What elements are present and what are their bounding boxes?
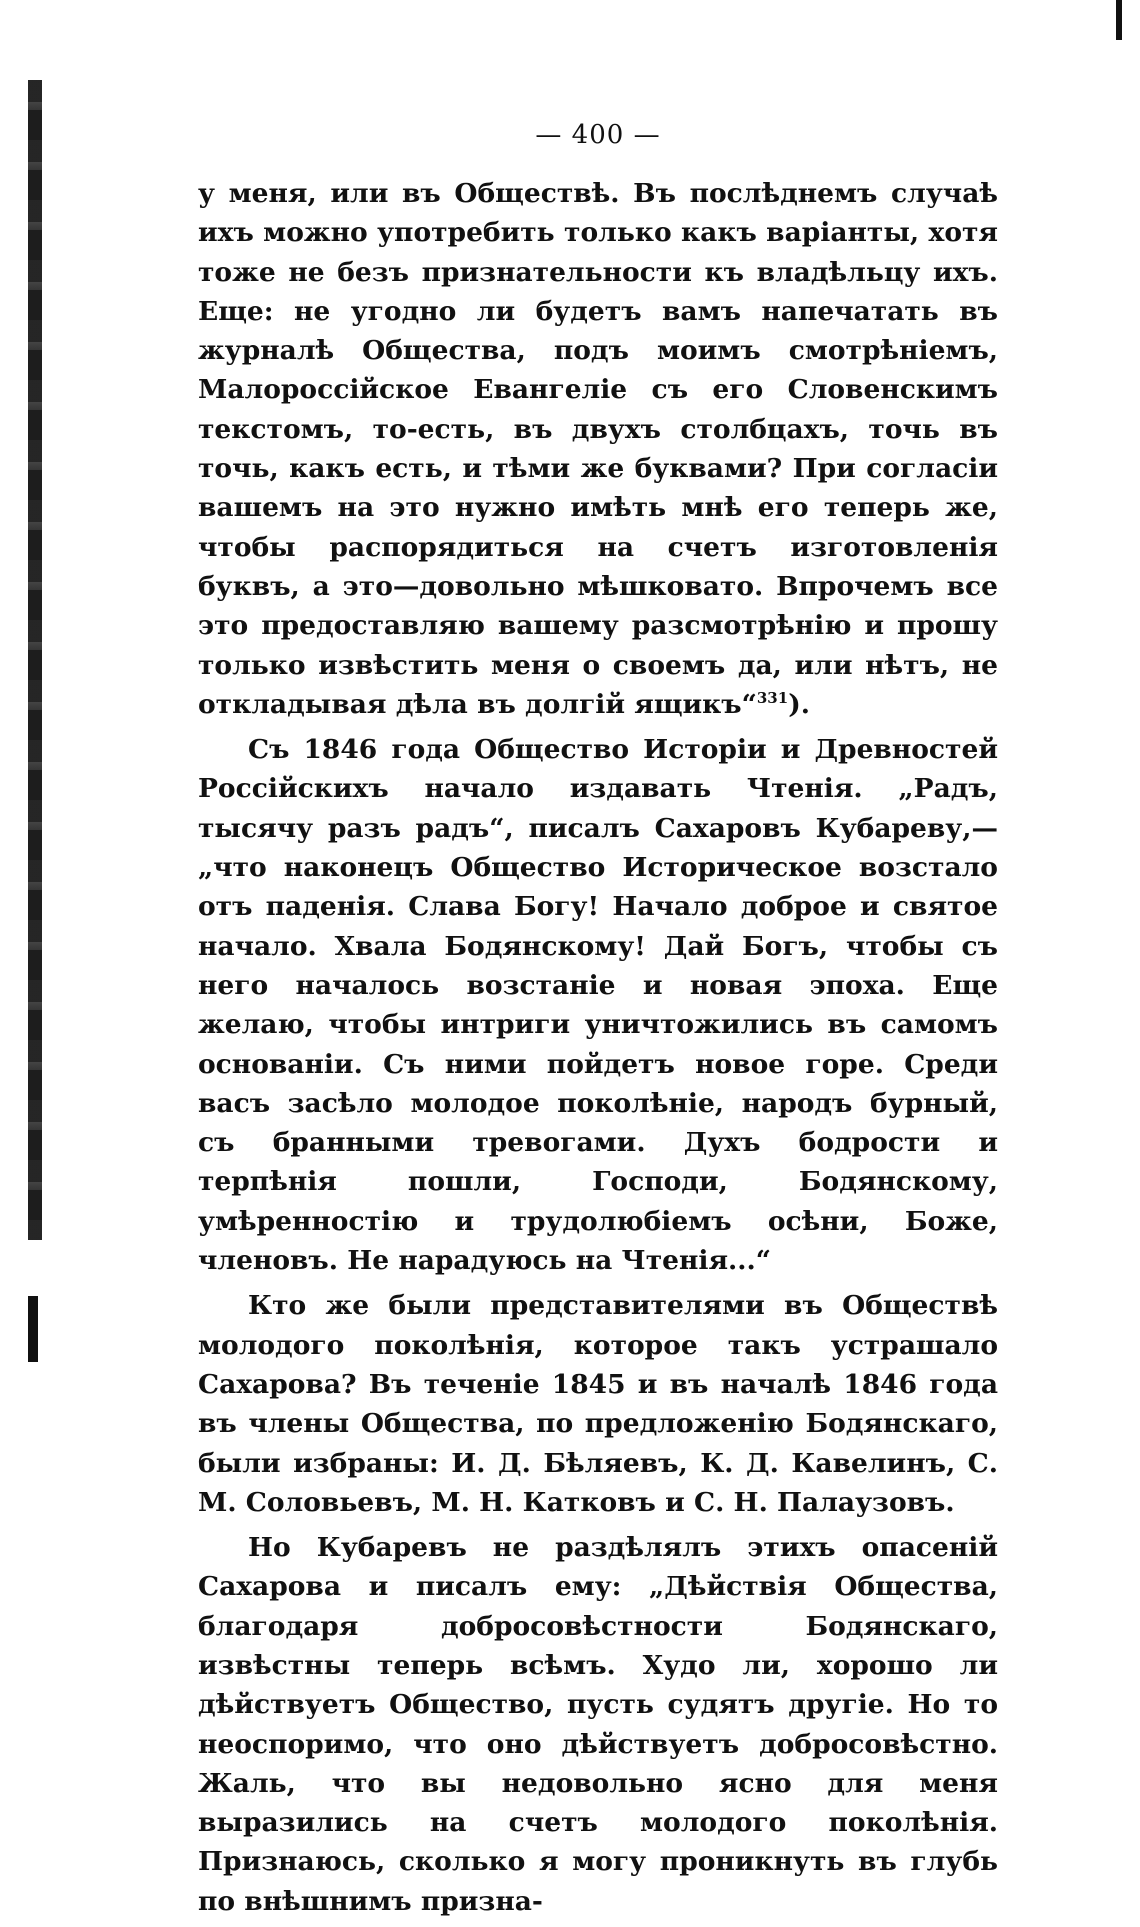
book-page bbox=[198, 120, 998, 1927]
paragraph-1-text: у меня, или въ Обществѣ. Въ послѣднемъ случаѣ ихъ можно употребить только какъ варіанты, хотя тоже не безъ признательности къ владѣльцу ихъ. Еще: не угодно ли будетъ вамъ напечатать въ журналѣ Общества, подъ моимъ смотрѣніемъ, Малороссійское Евангеліе съ его Словенскимъ текстомъ, то-есть, въ двухъ столбцахъ, точь въ точь, какъ есть, и тѣми же буквами? При согласіи вашемъ на это нужно имѣть мнѣ его теперь же, чтобы распорядиться на счетъ изготовленія буквъ, а это—довольно мѣшковато. Впрочемъ все это предоставляю вашему разсмотрѣнію и прошу только извѣстить меня о своемъ да, или нѣтъ, не откладывая дѣла въ долгій ящикъ“ bbox=[198, 178, 998, 720]
paragraph-3: Кто же были представителями въ Обществѣ молодого поколѣнія, которое такъ устрашало Сахарова? Въ теченіе 1845 и въ началѣ 1846 года въ члены Общества, по предложенію Бодянскаго, были избраны: И. Д. Бѣляевъ, К. Д. Кавелинъ, С. М. Соловьевъ, М. Н. Катковъ и С. Н. Палаузовъ. bbox=[198, 1290, 998, 1518]
scan-corner-mark bbox=[1116, 0, 1122, 40]
paragraph-1 bbox=[198, 174, 998, 724]
page-number: — 400 — bbox=[535, 120, 661, 150]
footnote-ref: 331 bbox=[756, 689, 789, 708]
paragraph-1-tail: ). bbox=[788, 688, 810, 720]
paragraph-4: Но Кубаревъ не раздѣлялъ этихъ опасеній Сахарова и писалъ ему: „Дѣйствія Общества, благодаря добросовѣстности Бодянскаго, извѣстны теперь всѣмъ. Худо ли, хорошо ли дѣйствуетъ Общество, пусть судятъ другіе. Но то неоспоримо, что оно дѣйствуетъ добросовѣстно. Жаль, что вы недовольно ясно для меня выразились на счетъ молодого поколѣнія. Признаюсь, сколько я могу проникнуть въ глубь по внѣшнимъ призна- bbox=[198, 1532, 998, 1917]
scan-margin-shadow bbox=[28, 80, 42, 1240]
paragraph-2: Съ 1846 года Общество Исторіи и Древностей Россійскихъ начало издавать Чтенія. „Радъ, тысячу разъ радъ“, писалъ Сахаровъ Кубареву,—„что наконецъ Общество Историческое возстало отъ паденія. Слава Богу! Начало доброе и святое начало. Хвала Бодянскому! Дай Богъ, чтобы съ него началось возстаніе и новая эпоха. Еще желаю, чтобы интриги уничтожились въ самомъ основаніи. Съ ними пойдетъ новое горе. Среди васъ засѣло молодое поколѣніе, народъ бурный, съ бранными тревогами. Духъ бодрости и терпѣнія пошли, Господи, Бодянскому, умѣренностію и трудолюбіемъ осѣни, Боже, членовъ. Не нарадуюсь на Чтенія...“ bbox=[198, 734, 998, 1277]
scan-margin-mark bbox=[28, 1296, 38, 1362]
